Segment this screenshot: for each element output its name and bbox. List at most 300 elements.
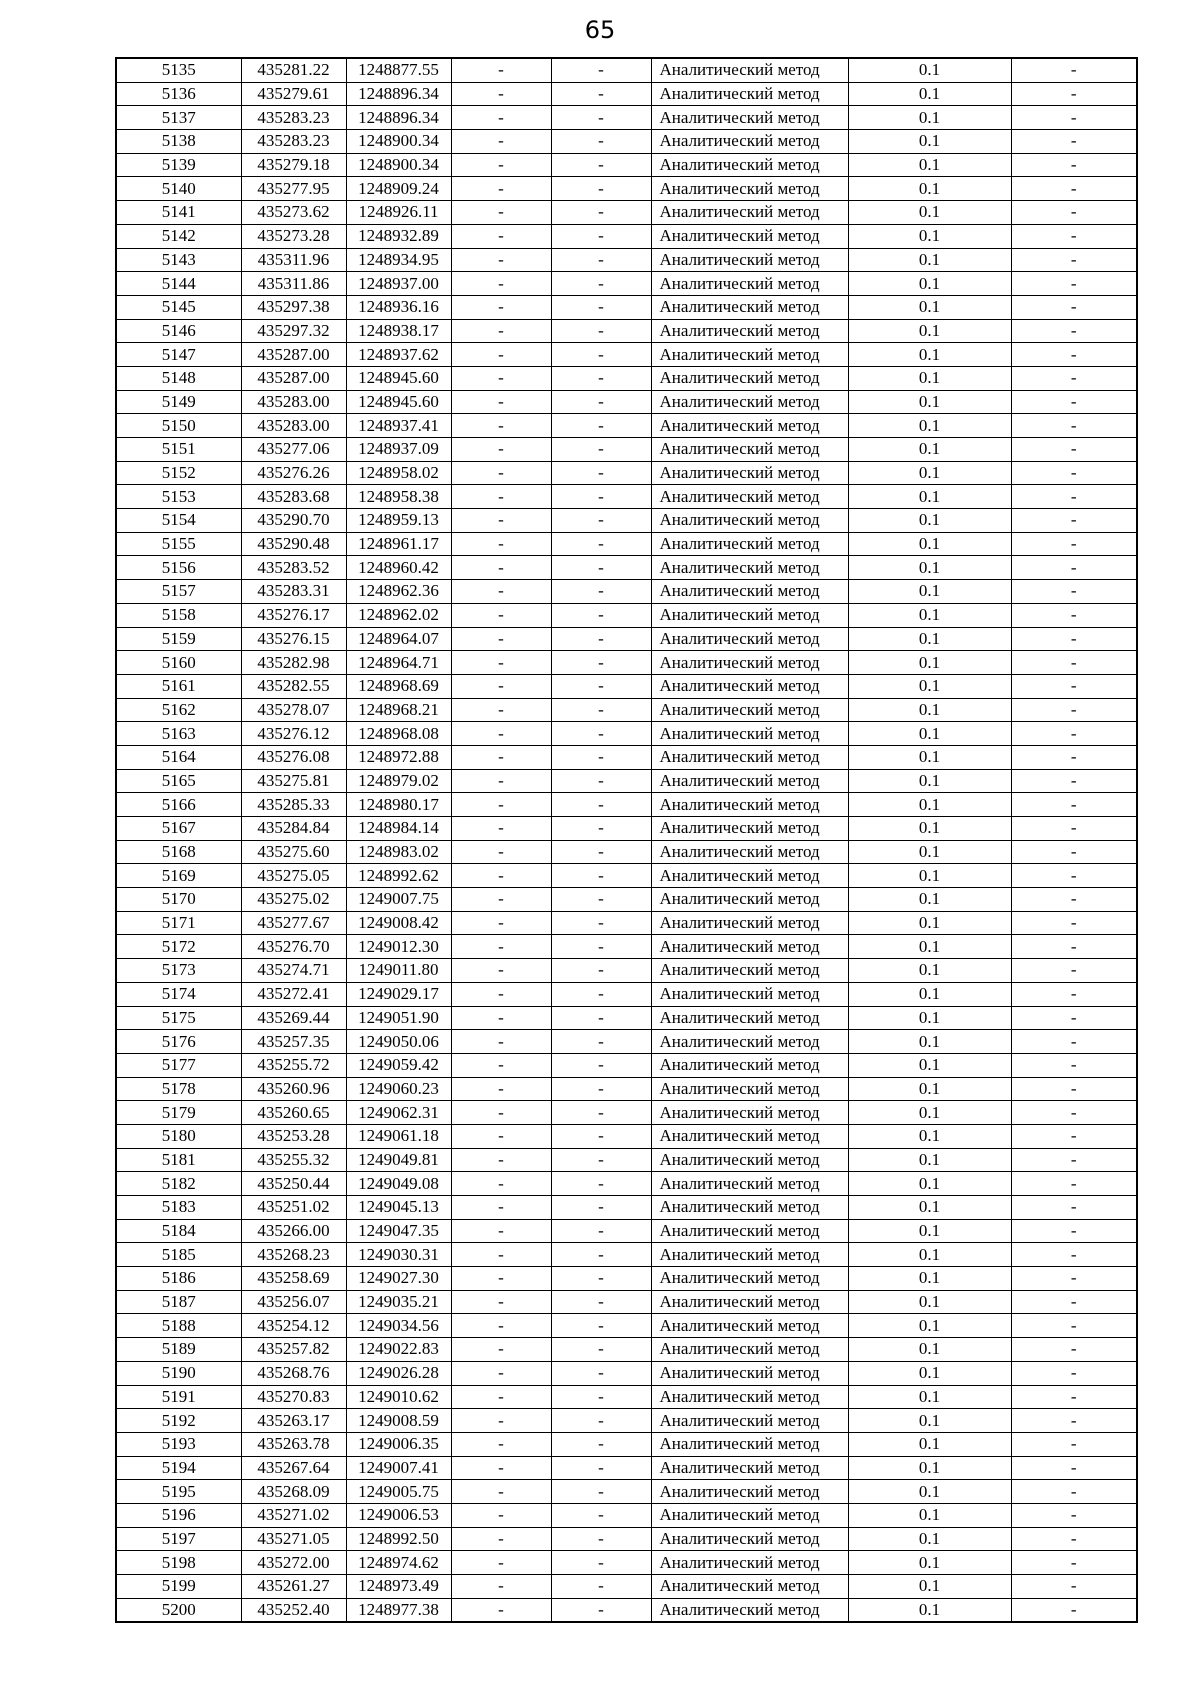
x-coordinate: 435277.67 xyxy=(241,911,346,935)
accuracy: 0.1 xyxy=(848,461,1011,485)
empty-cell: - xyxy=(1011,1219,1137,1243)
page-number: 65 xyxy=(584,16,616,44)
empty-cell: - xyxy=(1011,1361,1137,1385)
empty-cell: - xyxy=(451,1006,551,1030)
method: Аналитический метод xyxy=(651,366,848,390)
method: Аналитический метод xyxy=(651,1527,848,1551)
table-row xyxy=(116,224,1137,248)
point-number: 5140 xyxy=(116,177,241,201)
point-number: 5141 xyxy=(116,201,241,225)
empty-cell: - xyxy=(1011,603,1137,627)
empty-cell: - xyxy=(551,1527,651,1551)
accuracy: 0.1 xyxy=(848,1290,1011,1314)
accuracy: 0.1 xyxy=(848,982,1011,1006)
method: Аналитический метод xyxy=(651,201,848,225)
point-number: 5171 xyxy=(116,911,241,935)
accuracy: 0.1 xyxy=(848,1361,1011,1385)
empty-cell: - xyxy=(451,627,551,651)
x-coordinate: 435263.78 xyxy=(241,1432,346,1456)
accuracy: 0.1 xyxy=(848,769,1011,793)
empty-cell: - xyxy=(1011,651,1137,675)
accuracy: 0.1 xyxy=(848,366,1011,390)
empty-cell: - xyxy=(451,1101,551,1125)
point-number: 5178 xyxy=(116,1077,241,1101)
x-coordinate: 435283.23 xyxy=(241,106,346,130)
accuracy: 0.1 xyxy=(848,1006,1011,1030)
accuracy: 0.1 xyxy=(848,840,1011,864)
empty-cell: - xyxy=(551,1172,651,1196)
point-number: 5153 xyxy=(116,485,241,509)
accuracy: 0.1 xyxy=(848,319,1011,343)
empty-cell: - xyxy=(1011,864,1137,888)
empty-cell: - xyxy=(451,153,551,177)
y-coordinate: 1248961.17 xyxy=(346,532,451,556)
empty-cell: - xyxy=(451,722,551,746)
point-number: 5177 xyxy=(116,1053,241,1077)
empty-cell: - xyxy=(551,201,651,225)
table-row xyxy=(116,248,1137,272)
method: Аналитический метод xyxy=(651,603,848,627)
method: Аналитический метод xyxy=(651,532,848,556)
y-coordinate: 1248896.34 xyxy=(346,106,451,130)
empty-cell: - xyxy=(451,982,551,1006)
y-coordinate: 1249047.35 xyxy=(346,1219,451,1243)
table-row xyxy=(116,1030,1137,1054)
empty-cell: - xyxy=(451,1361,551,1385)
point-number: 5137 xyxy=(116,106,241,130)
x-coordinate: 435297.38 xyxy=(241,295,346,319)
empty-cell: - xyxy=(1011,1456,1137,1480)
y-coordinate: 1248972.88 xyxy=(346,745,451,769)
empty-cell: - xyxy=(551,343,651,367)
method: Аналитический метод xyxy=(651,1456,848,1480)
method: Аналитический метод xyxy=(651,817,848,841)
empty-cell: - xyxy=(1011,1503,1137,1527)
empty-cell: - xyxy=(551,509,651,533)
table-row xyxy=(116,1432,1137,1456)
point-number: 5193 xyxy=(116,1432,241,1456)
empty-cell: - xyxy=(1011,1385,1137,1409)
empty-cell: - xyxy=(1011,1480,1137,1504)
point-number: 5188 xyxy=(116,1314,241,1338)
x-coordinate: 435273.28 xyxy=(241,224,346,248)
x-coordinate: 435270.83 xyxy=(241,1385,346,1409)
point-number: 5187 xyxy=(116,1290,241,1314)
empty-cell: - xyxy=(551,1480,651,1504)
y-coordinate: 1248877.55 xyxy=(346,58,451,82)
table-row xyxy=(116,461,1137,485)
accuracy: 0.1 xyxy=(848,1503,1011,1527)
accuracy: 0.1 xyxy=(848,911,1011,935)
empty-cell: - xyxy=(1011,698,1137,722)
table-row xyxy=(116,106,1137,130)
accuracy: 0.1 xyxy=(848,1077,1011,1101)
empty-cell: - xyxy=(1011,1338,1137,1362)
y-coordinate: 1249008.42 xyxy=(346,911,451,935)
table-body xyxy=(116,58,1137,1622)
point-number: 5145 xyxy=(116,295,241,319)
x-coordinate: 435260.96 xyxy=(241,1077,346,1101)
method: Аналитический метод xyxy=(651,272,848,296)
empty-cell: - xyxy=(451,674,551,698)
empty-cell: - xyxy=(451,840,551,864)
empty-cell: - xyxy=(451,82,551,106)
method: Аналитический метод xyxy=(651,106,848,130)
empty-cell: - xyxy=(451,58,551,82)
x-coordinate: 435285.33 xyxy=(241,793,346,817)
point-number: 5136 xyxy=(116,82,241,106)
point-number: 5181 xyxy=(116,1148,241,1172)
point-number: 5160 xyxy=(116,651,241,675)
table-row xyxy=(116,1551,1137,1575)
coordinates-table xyxy=(115,57,1138,1623)
y-coordinate: 1249006.53 xyxy=(346,1503,451,1527)
x-coordinate: 435271.05 xyxy=(241,1527,346,1551)
x-coordinate: 435311.96 xyxy=(241,248,346,272)
accuracy: 0.1 xyxy=(848,58,1011,82)
accuracy: 0.1 xyxy=(848,343,1011,367)
y-coordinate: 1249005.75 xyxy=(346,1480,451,1504)
method: Аналитический метод xyxy=(651,1503,848,1527)
table-row xyxy=(116,580,1137,604)
empty-cell: - xyxy=(551,888,651,912)
empty-cell: - xyxy=(451,1053,551,1077)
y-coordinate: 1248945.60 xyxy=(346,390,451,414)
table-row xyxy=(116,177,1137,201)
y-coordinate: 1248964.07 xyxy=(346,627,451,651)
method: Аналитический метод xyxy=(651,1314,848,1338)
empty-cell: - xyxy=(451,1290,551,1314)
x-coordinate: 435273.62 xyxy=(241,201,346,225)
point-number: 5168 xyxy=(116,840,241,864)
empty-cell: - xyxy=(451,319,551,343)
empty-cell: - xyxy=(1011,1267,1137,1291)
empty-cell: - xyxy=(451,1030,551,1054)
empty-cell: - xyxy=(551,414,651,438)
accuracy: 0.1 xyxy=(848,1196,1011,1220)
accuracy: 0.1 xyxy=(848,1551,1011,1575)
empty-cell: - xyxy=(551,485,651,509)
point-number: 5191 xyxy=(116,1385,241,1409)
x-coordinate: 435269.44 xyxy=(241,1006,346,1030)
table-row xyxy=(116,959,1137,983)
method: Аналитический метод xyxy=(651,461,848,485)
point-number: 5146 xyxy=(116,319,241,343)
accuracy: 0.1 xyxy=(848,414,1011,438)
empty-cell: - xyxy=(551,177,651,201)
y-coordinate: 1248968.08 xyxy=(346,722,451,746)
empty-cell: - xyxy=(551,1290,651,1314)
point-number: 5148 xyxy=(116,366,241,390)
empty-cell: - xyxy=(551,817,651,841)
y-coordinate: 1249026.28 xyxy=(346,1361,451,1385)
point-number: 5144 xyxy=(116,272,241,296)
empty-cell: - xyxy=(1011,485,1137,509)
x-coordinate: 435251.02 xyxy=(241,1196,346,1220)
y-coordinate: 1249006.35 xyxy=(346,1432,451,1456)
empty-cell: - xyxy=(451,935,551,959)
empty-cell: - xyxy=(551,1551,651,1575)
empty-cell: - xyxy=(1011,1314,1137,1338)
x-coordinate: 435283.52 xyxy=(241,556,346,580)
method: Аналитический метод xyxy=(651,1124,848,1148)
x-coordinate: 435252.40 xyxy=(241,1598,346,1622)
y-coordinate: 1248968.21 xyxy=(346,698,451,722)
table-row xyxy=(116,793,1137,817)
y-coordinate: 1249029.17 xyxy=(346,982,451,1006)
method: Аналитический метод xyxy=(651,864,848,888)
empty-cell: - xyxy=(551,1243,651,1267)
accuracy: 0.1 xyxy=(848,935,1011,959)
empty-cell: - xyxy=(451,1503,551,1527)
y-coordinate: 1249050.06 xyxy=(346,1030,451,1054)
table-row xyxy=(116,82,1137,106)
method: Аналитический метод xyxy=(651,1030,848,1054)
accuracy: 0.1 xyxy=(848,1148,1011,1172)
empty-cell: - xyxy=(1011,556,1137,580)
table-row xyxy=(116,864,1137,888)
x-coordinate: 435275.60 xyxy=(241,840,346,864)
table-row xyxy=(116,1598,1137,1622)
empty-cell: - xyxy=(1011,130,1137,154)
empty-cell: - xyxy=(451,1575,551,1599)
empty-cell: - xyxy=(551,1267,651,1291)
table-row xyxy=(116,1077,1137,1101)
point-number: 5149 xyxy=(116,390,241,414)
x-coordinate: 435266.00 xyxy=(241,1219,346,1243)
empty-cell: - xyxy=(551,1598,651,1622)
empty-cell: - xyxy=(551,1409,651,1433)
y-coordinate: 1248977.38 xyxy=(346,1598,451,1622)
accuracy: 0.1 xyxy=(848,1432,1011,1456)
empty-cell: - xyxy=(1011,461,1137,485)
accuracy: 0.1 xyxy=(848,1314,1011,1338)
empty-cell: - xyxy=(451,1456,551,1480)
point-number: 5164 xyxy=(116,745,241,769)
method: Аналитический метод xyxy=(651,1243,848,1267)
method: Аналитический метод xyxy=(651,888,848,912)
empty-cell: - xyxy=(451,343,551,367)
y-coordinate: 1248973.49 xyxy=(346,1575,451,1599)
accuracy: 0.1 xyxy=(848,817,1011,841)
empty-cell: - xyxy=(551,840,651,864)
x-coordinate: 435253.28 xyxy=(241,1124,346,1148)
empty-cell: - xyxy=(1011,224,1137,248)
point-number: 5199 xyxy=(116,1575,241,1599)
empty-cell: - xyxy=(551,153,651,177)
empty-cell: - xyxy=(551,1124,651,1148)
method: Аналитический метод xyxy=(651,58,848,82)
x-coordinate: 435268.09 xyxy=(241,1480,346,1504)
empty-cell: - xyxy=(551,1338,651,1362)
accuracy: 0.1 xyxy=(848,627,1011,651)
method: Аналитический метод xyxy=(651,1598,848,1622)
point-number: 5151 xyxy=(116,438,241,462)
empty-cell: - xyxy=(551,1196,651,1220)
point-number: 5194 xyxy=(116,1456,241,1480)
method: Аналитический метод xyxy=(651,1148,848,1172)
accuracy: 0.1 xyxy=(848,1053,1011,1077)
table-row xyxy=(116,1172,1137,1196)
table-row xyxy=(116,272,1137,296)
empty-cell: - xyxy=(551,1314,651,1338)
table-row xyxy=(116,1219,1137,1243)
empty-cell: - xyxy=(451,911,551,935)
table-row xyxy=(116,58,1137,82)
table-row xyxy=(116,295,1137,319)
x-coordinate: 435257.35 xyxy=(241,1030,346,1054)
accuracy: 0.1 xyxy=(848,864,1011,888)
x-coordinate: 435268.23 xyxy=(241,1243,346,1267)
y-coordinate: 1249061.18 xyxy=(346,1124,451,1148)
empty-cell: - xyxy=(551,130,651,154)
empty-cell: - xyxy=(551,461,651,485)
x-coordinate: 435283.23 xyxy=(241,130,346,154)
method: Аналитический метод xyxy=(651,698,848,722)
empty-cell: - xyxy=(451,106,551,130)
method: Аналитический метод xyxy=(651,1219,848,1243)
method: Аналитический метод xyxy=(651,82,848,106)
accuracy: 0.1 xyxy=(848,603,1011,627)
point-number: 5162 xyxy=(116,698,241,722)
x-coordinate: 435276.17 xyxy=(241,603,346,627)
method: Аналитический метод xyxy=(651,580,848,604)
empty-cell: - xyxy=(451,1124,551,1148)
point-number: 5156 xyxy=(116,556,241,580)
y-coordinate: 1248958.02 xyxy=(346,461,451,485)
table-row xyxy=(116,627,1137,651)
empty-cell: - xyxy=(451,698,551,722)
empty-cell: - xyxy=(1011,1006,1137,1030)
empty-cell: - xyxy=(1011,1148,1137,1172)
accuracy: 0.1 xyxy=(848,248,1011,272)
empty-cell: - xyxy=(1011,295,1137,319)
empty-cell: - xyxy=(1011,982,1137,1006)
table-row xyxy=(116,603,1137,627)
accuracy: 0.1 xyxy=(848,698,1011,722)
point-number: 5165 xyxy=(116,769,241,793)
method: Аналитический метод xyxy=(651,319,848,343)
empty-cell: - xyxy=(1011,1551,1137,1575)
y-coordinate: 1249022.83 xyxy=(346,1338,451,1362)
table-row xyxy=(116,1361,1137,1385)
method: Аналитический метод xyxy=(651,793,848,817)
y-coordinate: 1249045.13 xyxy=(346,1196,451,1220)
point-number: 5179 xyxy=(116,1101,241,1125)
empty-cell: - xyxy=(451,1243,551,1267)
table-row xyxy=(116,1480,1137,1504)
table-row xyxy=(116,840,1137,864)
empty-cell: - xyxy=(551,106,651,130)
empty-cell: - xyxy=(1011,1172,1137,1196)
method: Аналитический метод xyxy=(651,414,848,438)
point-number: 5176 xyxy=(116,1030,241,1054)
x-coordinate: 435311.86 xyxy=(241,272,346,296)
accuracy: 0.1 xyxy=(848,1267,1011,1291)
table-row xyxy=(116,722,1137,746)
method: Аналитический метод xyxy=(651,1575,848,1599)
x-coordinate: 435254.12 xyxy=(241,1314,346,1338)
empty-cell: - xyxy=(551,722,651,746)
table-row xyxy=(116,982,1137,1006)
x-coordinate: 435257.82 xyxy=(241,1338,346,1362)
x-coordinate: 435281.22 xyxy=(241,58,346,82)
y-coordinate: 1249060.23 xyxy=(346,1077,451,1101)
method: Аналитический метод xyxy=(651,1480,848,1504)
method: Аналитический метод xyxy=(651,627,848,651)
y-coordinate: 1248992.50 xyxy=(346,1527,451,1551)
empty-cell: - xyxy=(451,793,551,817)
table-row xyxy=(116,935,1137,959)
accuracy: 0.1 xyxy=(848,1243,1011,1267)
y-coordinate: 1248959.13 xyxy=(346,509,451,533)
y-coordinate: 1249051.90 xyxy=(346,1006,451,1030)
empty-cell: - xyxy=(1011,1030,1137,1054)
empty-cell: - xyxy=(451,295,551,319)
x-coordinate: 435290.48 xyxy=(241,532,346,556)
accuracy: 0.1 xyxy=(848,1456,1011,1480)
accuracy: 0.1 xyxy=(848,130,1011,154)
method: Аналитический метод xyxy=(651,674,848,698)
empty-cell: - xyxy=(551,1575,651,1599)
accuracy: 0.1 xyxy=(848,1575,1011,1599)
accuracy: 0.1 xyxy=(848,1101,1011,1125)
empty-cell: - xyxy=(451,556,551,580)
point-number: 5150 xyxy=(116,414,241,438)
y-coordinate: 1249062.31 xyxy=(346,1101,451,1125)
accuracy: 0.1 xyxy=(848,1030,1011,1054)
x-coordinate: 435275.05 xyxy=(241,864,346,888)
method: Аналитический метод xyxy=(651,390,848,414)
empty-cell: - xyxy=(1011,722,1137,746)
x-coordinate: 435277.06 xyxy=(241,438,346,462)
table-row xyxy=(116,817,1137,841)
x-coordinate: 435276.70 xyxy=(241,935,346,959)
y-coordinate: 1249027.30 xyxy=(346,1267,451,1291)
empty-cell: - xyxy=(451,1267,551,1291)
y-coordinate: 1249049.81 xyxy=(346,1148,451,1172)
empty-cell: - xyxy=(551,438,651,462)
x-coordinate: 435263.17 xyxy=(241,1409,346,1433)
point-number: 5170 xyxy=(116,888,241,912)
table-row xyxy=(116,414,1137,438)
empty-cell: - xyxy=(451,1480,551,1504)
empty-cell: - xyxy=(1011,1196,1137,1220)
y-coordinate: 1249010.62 xyxy=(346,1385,451,1409)
method: Аналитический метод xyxy=(651,130,848,154)
empty-cell: - xyxy=(1011,769,1137,793)
empty-cell: - xyxy=(451,864,551,888)
table-row xyxy=(116,485,1137,509)
y-coordinate: 1248900.34 xyxy=(346,130,451,154)
y-coordinate: 1249011.80 xyxy=(346,959,451,983)
empty-cell: - xyxy=(451,414,551,438)
y-coordinate: 1248968.69 xyxy=(346,674,451,698)
empty-cell: - xyxy=(1011,106,1137,130)
empty-cell: - xyxy=(551,911,651,935)
method: Аналитический метод xyxy=(651,911,848,935)
method: Аналитический метод xyxy=(651,1077,848,1101)
empty-cell: - xyxy=(1011,888,1137,912)
x-coordinate: 435277.95 xyxy=(241,177,346,201)
point-number: 5143 xyxy=(116,248,241,272)
empty-cell: - xyxy=(451,272,551,296)
table-row xyxy=(116,1101,1137,1125)
point-number: 5180 xyxy=(116,1124,241,1148)
point-number: 5155 xyxy=(116,532,241,556)
y-coordinate: 1248992.62 xyxy=(346,864,451,888)
empty-cell: - xyxy=(451,248,551,272)
